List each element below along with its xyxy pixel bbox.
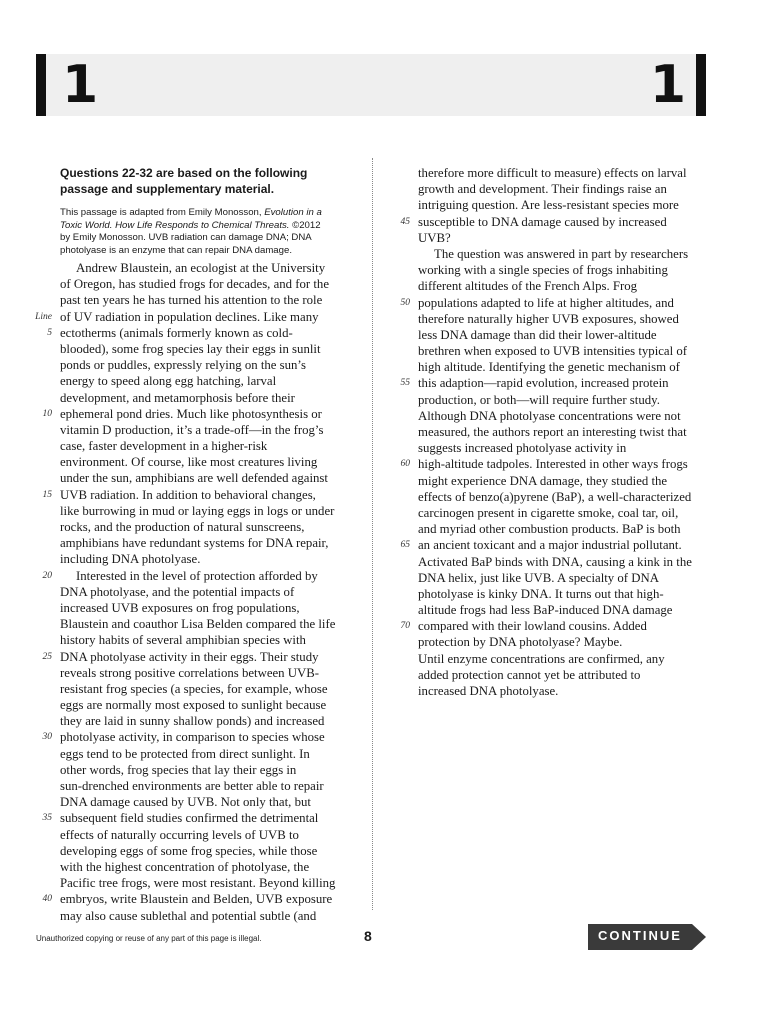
passage-line bbox=[60, 600, 356, 616]
passage-line bbox=[42, 487, 356, 503]
passage-line-text: therefore more difficult to measure) effects on larval bbox=[418, 166, 687, 180]
passage-line bbox=[418, 424, 714, 440]
source-book-title-part-1: Evolution in a bbox=[264, 207, 322, 218]
passage-line-text: Blaustein and coauthor Lisa Belden compared the life bbox=[60, 617, 336, 632]
passage-line-text: suggests increased photolyase activity in bbox=[418, 441, 627, 456]
continue-label: CONTINUE bbox=[598, 928, 682, 943]
intro-title bbox=[60, 165, 356, 197]
passage-line-text: brethren when exposed to UVB intensities typical of bbox=[418, 344, 688, 359]
source-line-1: This passage is adapted from Emily Monosson, bbox=[60, 207, 262, 218]
passage-line bbox=[60, 843, 356, 859]
passage-line-text: might experience DNA damage, they studied the bbox=[418, 473, 668, 488]
passage-line-text: photolyase is kinky DNA. It turns out that high- bbox=[418, 586, 664, 601]
passage-line-text: ponds or puddles, expressly relying on the sun’s bbox=[60, 358, 306, 373]
passage-line-text: eggs are normally most exposed to sunlight because bbox=[60, 698, 327, 713]
passage-line-text: under the sun, amphibians are well defended against bbox=[60, 471, 328, 486]
passage-line bbox=[400, 618, 714, 634]
passage-line-text: less DNA damage than did their lower-altitude bbox=[418, 327, 657, 342]
passage-line-text: sun-drenched environments are better able to repair bbox=[60, 779, 324, 793]
passage-line-text: including DNA photolyase. bbox=[60, 552, 201, 567]
passage-line bbox=[60, 762, 356, 778]
passage-line bbox=[60, 875, 356, 891]
passage-line bbox=[418, 521, 714, 537]
line-number: 60 bbox=[400, 459, 410, 470]
passage-line bbox=[418, 651, 714, 667]
passage-line bbox=[60, 665, 356, 681]
passage-line-text: Until enzyme concentrations are confirmed, any bbox=[418, 651, 665, 666]
passage-line bbox=[418, 327, 714, 343]
passage-line-text: like burrowing in mud or laying eggs in logs or under bbox=[60, 503, 335, 518]
passage-line bbox=[418, 489, 714, 505]
passage-line bbox=[60, 794, 356, 810]
page-number: 8 bbox=[364, 928, 372, 944]
passage-line-text: this adaption—rapid evolution, increased protein bbox=[418, 376, 669, 391]
passage-column-right bbox=[400, 165, 714, 699]
passage-line-text: UVB? bbox=[418, 230, 451, 245]
passage-line bbox=[60, 746, 356, 762]
passage-line bbox=[418, 408, 714, 424]
passage-line bbox=[418, 392, 714, 408]
passage-line bbox=[60, 616, 356, 632]
passage-line bbox=[418, 634, 714, 650]
passage-line-text: they are laid in sunny shallow ponds) and increased bbox=[60, 714, 325, 729]
passage-line-text: DNA photolyase activity in their eggs. Their study bbox=[60, 649, 319, 664]
passage-line-text: other words, frog species that lay their eggs in bbox=[60, 762, 297, 777]
line-label: Line bbox=[35, 311, 52, 322]
passage-line-text: working with a single species of frogs inhabiting bbox=[418, 263, 668, 278]
passage-line-text: case, faster development in a higher-risk bbox=[60, 439, 268, 454]
passage-line bbox=[60, 292, 356, 308]
passage-line bbox=[418, 262, 714, 278]
line-number: 30 bbox=[42, 732, 52, 743]
passage-line bbox=[60, 357, 356, 373]
line-number: 20 bbox=[42, 570, 52, 581]
intro-title-line-2: passage and supplementary material. bbox=[60, 182, 275, 196]
passage-line-text: effects of naturally occurring levels of UVB to bbox=[60, 827, 299, 842]
line-number: 55 bbox=[400, 378, 410, 389]
line-number: 70 bbox=[400, 621, 410, 632]
passage-line bbox=[60, 584, 356, 600]
passage-line-text: amphibians have redundant systems for DNA repair, bbox=[60, 536, 329, 551]
passage-line bbox=[400, 375, 714, 391]
passage-line bbox=[60, 681, 356, 697]
passage-line-text: Activated BaP binds with DNA, causing a kink in the bbox=[418, 554, 692, 569]
passage-line-text: eggs tend to be protected from direct sunlight. In bbox=[60, 746, 310, 761]
passage-line bbox=[60, 859, 356, 875]
passage-line-text: DNA damage caused by UVB. Not only that, but bbox=[60, 795, 311, 810]
line-number: 65 bbox=[400, 540, 410, 551]
passage-line-text: added protection cannot yet be attributed to bbox=[418, 667, 641, 682]
passage-line bbox=[60, 632, 356, 648]
passage-line-text: past ten years he has turned his attention to the role bbox=[60, 293, 323, 308]
passage-line-text: embryos, write Blaustein and Belden, UVB exposure bbox=[60, 892, 333, 907]
passage-line bbox=[418, 473, 714, 489]
passage-line bbox=[60, 470, 356, 486]
passage-line bbox=[418, 278, 714, 294]
line-number: 45 bbox=[400, 216, 410, 227]
passage-line-text: environment. Of course, like most creatures living bbox=[60, 455, 318, 470]
passage-line bbox=[60, 713, 356, 729]
passage-line bbox=[42, 729, 356, 745]
passage-line bbox=[42, 406, 356, 422]
passage-line bbox=[60, 778, 356, 794]
passage-line-text: The question was answered in part by researchers bbox=[434, 246, 689, 261]
section-header-band bbox=[36, 54, 706, 116]
passage-line bbox=[60, 503, 356, 519]
intro-source bbox=[60, 207, 356, 257]
passage-line bbox=[60, 697, 356, 713]
passage-line-text: DNA photolyase, and the potential impacts of bbox=[60, 584, 295, 599]
passage-line-text: production, or both—will require further study. bbox=[418, 392, 660, 407]
section-number-right bbox=[650, 54, 706, 116]
passage-line bbox=[60, 908, 356, 924]
passage-line-text: may also cause sublethal and potential subtle (and bbox=[60, 908, 317, 923]
passage-column-left bbox=[35, 260, 356, 924]
passage-line-text: measured, the authors report an interesting twist that bbox=[418, 425, 687, 439]
passage-line bbox=[60, 535, 356, 551]
passage-line bbox=[60, 373, 356, 389]
passage-line bbox=[60, 519, 356, 535]
intro-title-line-1: Questions 22-32 are based on the following bbox=[60, 166, 308, 180]
passage-line bbox=[418, 359, 714, 375]
passage-line-text: effects of benzo(a)pyrene (BaP), a well-characterized bbox=[418, 489, 692, 504]
passage-line-text: high-altitude tadpoles. Interested in other ways frogs bbox=[418, 457, 688, 472]
source-line-4: photolyase is an enzyme that can repair DNA damage. bbox=[60, 244, 292, 256]
passage-line bbox=[418, 181, 714, 197]
continue-button[interactable] bbox=[588, 924, 708, 950]
source-line-2: Toxic World. How Life Responds to Chemical Threats. bbox=[60, 219, 290, 231]
passage-line bbox=[60, 454, 356, 470]
passage-line bbox=[60, 341, 356, 357]
passage-line-text: UVB radiation. In addition to behavioral changes, bbox=[60, 487, 316, 502]
passage-line-text: history habits of several amphibian species with bbox=[60, 633, 306, 648]
passage-line bbox=[418, 343, 714, 359]
passage-line bbox=[418, 311, 714, 327]
passage-line-text: altitude frogs had less BaP-induced DNA damage bbox=[418, 603, 673, 618]
passage-line bbox=[400, 537, 714, 553]
passage-line-text: susceptible to DNA damage caused by increased bbox=[418, 214, 667, 229]
passage-line-text: ephemeral pond dries. Much like photosynthesis or bbox=[60, 406, 322, 421]
passage-line-text: Pacific tree frogs, were most resistant. Beyond killing bbox=[60, 876, 336, 891]
passage-line bbox=[60, 438, 356, 454]
passage-line bbox=[47, 325, 356, 341]
passage-line-text: increased DNA photolyase. bbox=[418, 684, 559, 698]
passage-line bbox=[418, 570, 714, 586]
passage-line-text: photolyase activity, in comparison to species whose bbox=[60, 730, 325, 745]
passage-line-text: high altitude. Identifying the genetic mechanism of bbox=[418, 360, 680, 375]
passage-line bbox=[418, 683, 714, 699]
passage-line-text: of UV radiation in population declines. Like many bbox=[60, 309, 319, 324]
passage-line-text: Andrew Blaustein, an ecologist at the University bbox=[76, 261, 326, 275]
passage-line-text: increased UVB exposures on frog populations, bbox=[60, 600, 300, 615]
passage-line bbox=[60, 422, 356, 438]
passage-line-text: blooded), some frog species lay their eggs in sunlit bbox=[60, 341, 321, 356]
source-copyright: ©2012 bbox=[292, 219, 321, 231]
passage-line bbox=[400, 456, 714, 472]
passage-line bbox=[418, 230, 714, 246]
passage-line-text: and myriad other combustion products. BaP is both bbox=[418, 522, 681, 537]
passage-line bbox=[418, 505, 714, 521]
section-number-left-label: 1 bbox=[62, 55, 99, 115]
line-number: 10 bbox=[42, 408, 52, 419]
passage-line-text: with the highest concentration of photolyase, the bbox=[60, 859, 310, 874]
passage-line bbox=[418, 197, 714, 213]
passage-line bbox=[60, 260, 356, 276]
source-line-3: by Emily Monosson. UVB radiation can damage DNA; DNA bbox=[60, 232, 312, 243]
passage-line bbox=[418, 586, 714, 602]
passage-line-text: compared with their lowland cousins. Added bbox=[418, 619, 647, 634]
line-number: 25 bbox=[42, 651, 52, 662]
passage-line bbox=[418, 602, 714, 618]
passage-line bbox=[418, 440, 714, 456]
passage-intro bbox=[60, 165, 356, 257]
passage-line-text: an ancient toxicant and a major industrial pollutant. bbox=[418, 538, 682, 553]
passage-line bbox=[418, 554, 714, 570]
section-number-right-label: 1 bbox=[649, 55, 686, 115]
passage-line-text: therefore naturally higher UVB exposures, showed bbox=[418, 311, 679, 326]
passage-line-text: resistant frog species (a species, for example, whose bbox=[60, 681, 328, 696]
passage-line bbox=[418, 246, 714, 262]
passage-line-text: Interested in the level of protection afforded by bbox=[76, 568, 318, 583]
passage-line bbox=[400, 295, 714, 311]
line-number: 50 bbox=[400, 297, 410, 308]
passage-line bbox=[418, 667, 714, 683]
section-bar-right bbox=[696, 54, 706, 116]
passage-line-text: developing eggs of some frog species, while those bbox=[60, 843, 318, 858]
passage-line-text: energy to speed along egg hatching, larval bbox=[60, 374, 277, 389]
section-number-left bbox=[36, 54, 98, 116]
passage-line bbox=[60, 827, 356, 843]
passage-line-text: populations adapted to life at higher altitudes, and bbox=[418, 295, 674, 310]
line-number: 35 bbox=[42, 813, 52, 824]
passage-line bbox=[35, 309, 356, 325]
passage-line bbox=[42, 891, 356, 907]
passage-line bbox=[42, 649, 356, 665]
passage-line-text: different altitudes of the French Alps. Frog bbox=[418, 279, 638, 294]
passage-line-text: DNA helix, just like UVB. A specialty of DNA bbox=[418, 570, 659, 585]
passage-line bbox=[42, 568, 356, 584]
passage-line-text: growth and development. Their findings raise an bbox=[418, 182, 667, 197]
passage-line-text: of Oregon, has studied frogs for decades, and for the bbox=[60, 277, 330, 292]
passage-line-text: rocks, and the production of natural sunscreens, bbox=[60, 520, 305, 534]
passage-line bbox=[400, 214, 714, 230]
passage-line-text: Although DNA photolyase concentrations were not bbox=[418, 408, 681, 423]
line-number: 15 bbox=[42, 489, 52, 500]
passage-line-text: carcinogen present in cigarette smoke, coal tar, oil, bbox=[418, 505, 679, 520]
passage-line-text: subsequent field studies confirmed the detrimental bbox=[60, 811, 319, 826]
passage-line-text: protection by DNA photolyase? Maybe. bbox=[418, 635, 623, 650]
passage-line bbox=[42, 810, 356, 826]
copyright-notice: Unauthorized copying or reuse of any part of this page is illegal. bbox=[36, 934, 262, 943]
passage-line-text: reveals strong positive correlations between UVB- bbox=[60, 665, 320, 680]
line-number: 40 bbox=[42, 894, 52, 905]
passage-line bbox=[60, 551, 356, 567]
line-number: 5 bbox=[47, 327, 52, 338]
section-bar-left bbox=[36, 54, 46, 116]
passage-line bbox=[60, 276, 356, 292]
passage-line bbox=[60, 390, 356, 406]
passage-line-text: vitamin D production, it’s a trade-off—in the frog’s bbox=[60, 422, 324, 437]
passage-line-text: development, and metamorphosis before their bbox=[60, 390, 295, 405]
passage-line-text: ectotherms (animals formerly known as cold- bbox=[60, 325, 293, 340]
passage-line-text: intriguing question. Are less-resistant species more bbox=[418, 198, 679, 213]
passage-line bbox=[418, 165, 714, 181]
column-divider bbox=[372, 158, 373, 910]
